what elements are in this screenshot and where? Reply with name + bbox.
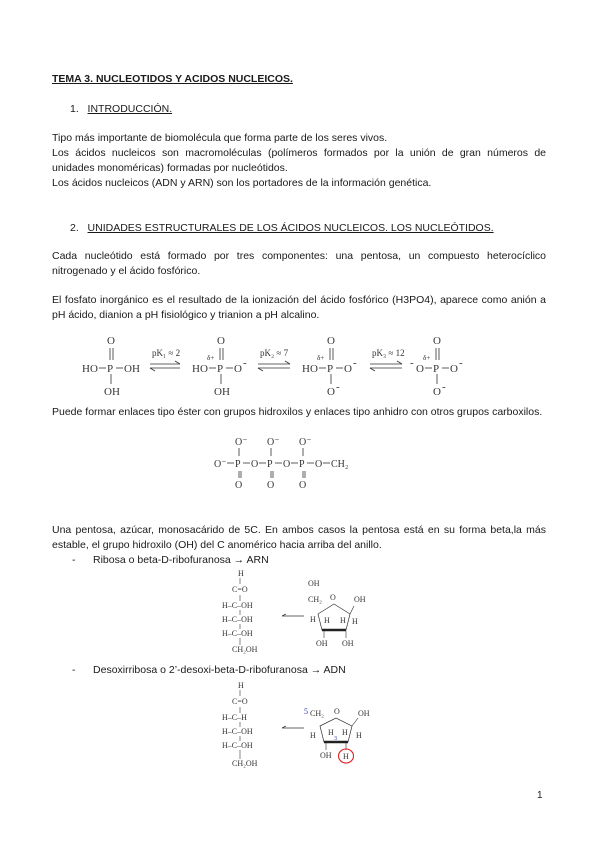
delta-label: δ+ [207, 354, 215, 362]
o-minus-label: O⁻ [214, 459, 227, 470]
o-label: O [299, 480, 307, 491]
p-label: P [433, 363, 440, 375]
h-label: H [356, 731, 362, 740]
page-title: TEMA 3. NUCLEOTIDOS Y ACIDOS NUCLEICOS. [52, 73, 293, 85]
ch2-label: CH₂ [310, 709, 324, 718]
p-label: P [267, 459, 273, 470]
minus-label: - [459, 357, 463, 369]
pk1-label: pK₁ ≈ 2 [152, 348, 181, 358]
h-label: H [310, 731, 316, 740]
oh-label: OH [308, 579, 320, 588]
o-label: O [283, 459, 291, 470]
oh-label: OH [104, 386, 120, 398]
hcoh-label: H–C–OH [222, 629, 253, 638]
paragraph-components: Cada nucleótido está formado por tres componentes: una pentosa, un compuesto heterocíclico nitrogenado y el ácido fosfórico. [52, 250, 546, 277]
o-minus-label: O⁻ [267, 437, 280, 448]
o-label: O [433, 386, 441, 398]
o-label: O [433, 335, 441, 347]
oh-label: OH [342, 639, 354, 648]
intro-line-1: Tipo más importante de biomolécula que forma parte de los seres vivos. [52, 132, 388, 144]
section-number: 1. [70, 103, 79, 115]
o-label: O [327, 335, 335, 347]
o-label: O [344, 363, 352, 375]
hcoh-label: H–C–OH [222, 601, 253, 610]
p-label: P [217, 363, 224, 375]
ch2oh-label: CH₂OH [232, 645, 258, 654]
o-label: O [217, 335, 225, 347]
intro-line-3: Los ácidos nucleicos (ADN y ARN) son los portadores de la información genética. [52, 177, 432, 189]
ch2-label: CH₂ [331, 459, 349, 470]
co-label: C=O [232, 585, 248, 594]
ho-label: HO [302, 363, 318, 375]
p-label: P [299, 459, 305, 470]
oh-label: OH [354, 595, 366, 604]
o-label: O [235, 480, 243, 491]
h-label: H [324, 616, 330, 625]
h-label: H [343, 752, 349, 761]
pk3-label: pK₃ ≈ 12 [372, 348, 405, 358]
h-label: H [328, 728, 334, 737]
section-title: UNIDADES ESTRUCTURALES DE LOS ÁCIDOS NUCLEICOS. LOS NUCLEÓTIDOS. [87, 222, 494, 234]
carbon-5-label: 5 [304, 707, 308, 716]
section-heading-unidades [70, 222, 494, 234]
oh-label: OH [358, 709, 370, 718]
o-label: O [416, 363, 424, 375]
p-label: P [107, 363, 114, 375]
h-label: H [340, 616, 346, 625]
ch2oh-label: CH₂OH [232, 759, 258, 768]
o-label: O [334, 707, 340, 716]
bullet-deoxyribose [72, 663, 346, 678]
o-label: O [315, 459, 323, 470]
section-heading-introduccion [70, 103, 172, 115]
h-label: H [342, 728, 348, 737]
o-label: O [267, 480, 275, 491]
p-label: P [327, 363, 334, 375]
intro-line-2: Los ácidos nucleicos son macromoléculas (polímeros formados por la unión de gran números de unidades monoméricas) formadas por nucleótidos. [52, 147, 546, 174]
minus-label: - [410, 357, 414, 369]
hch-label: H–C–H [222, 713, 247, 722]
minus-label: - [243, 357, 247, 369]
paragraph-phosphate: El fosfato inorgánico es el resultado de la ionización del ácido fosfórico (H3PO4), aparece como anión a pH ácido, dianion a pH fisiológico y trianion a pH alcalino. [52, 294, 546, 321]
bullet-marker: - [72, 554, 76, 566]
triphosphate-diagram [210, 436, 370, 492]
phosphate-equilibrium-diagram [80, 330, 540, 398]
bullet-text: Desoxirribosa o 2’-desoxi-beta-D-ribofuranosa → ADN [93, 664, 346, 676]
carbon-3-label: 3 [334, 736, 337, 742]
o-label: O [251, 459, 259, 470]
p-label: P [235, 459, 241, 470]
oh-label: OH [124, 363, 140, 375]
delta-label: δ+ [423, 354, 431, 362]
ho-label: HO [192, 363, 208, 375]
bullet-text: Ribosa o beta-D-ribofuranosa → ARN [93, 554, 269, 566]
o-label: O [327, 386, 335, 398]
hcoh-label: H–C–OH [222, 615, 253, 624]
section-title: INTRODUCCIÓN. [87, 103, 173, 115]
page-number: 1 [537, 790, 543, 801]
delta-label: δ+ [317, 354, 325, 362]
o-label: O [330, 593, 336, 602]
oh-label: OH [320, 751, 332, 760]
minus-label: - [353, 357, 357, 369]
oh-label: OH [316, 639, 328, 648]
paragraph-pentose: Una pentosa, azúcar, monosacárido de 5C. En ambos casos la pentosa está en su forma beta,la más estable, el grupo hidroxilo (OH) del C anomérico hacia arriba del anillo. [52, 524, 546, 551]
hcoh-label: H–C–OH [222, 727, 253, 736]
o-label: O [450, 363, 458, 375]
oh-label: OH [214, 386, 230, 398]
paragraph-ester: Puede formar enlaces tipo éster con grupos hidroxilos y enlaces tipo anhidro con otros grupos carboxilos. [52, 406, 543, 418]
ribose-diagram [218, 568, 388, 662]
bullet-marker: - [72, 664, 76, 676]
ho-label: HO [82, 363, 98, 375]
co-label: C=O [232, 697, 248, 706]
h-label: H [238, 681, 244, 690]
section-number: 2. [70, 222, 79, 234]
pk2-label: pK₂ ≈ 7 [260, 348, 289, 358]
h-label: H [310, 615, 316, 624]
deoxyribose-diagram [218, 680, 388, 776]
o-label: O [234, 363, 242, 375]
o-label: O [107, 335, 115, 347]
minus-label: - [336, 381, 340, 393]
h-label: H [352, 617, 358, 626]
minus-label: - [442, 381, 446, 393]
o-minus-label: O⁻ [235, 437, 248, 448]
hcoh-label: H–C–OH [222, 741, 253, 750]
bullet-ribose [72, 553, 269, 568]
h-label: H [238, 569, 244, 578]
o-minus-label: O⁻ [299, 437, 312, 448]
ch2-label: CH₂ [308, 595, 322, 604]
